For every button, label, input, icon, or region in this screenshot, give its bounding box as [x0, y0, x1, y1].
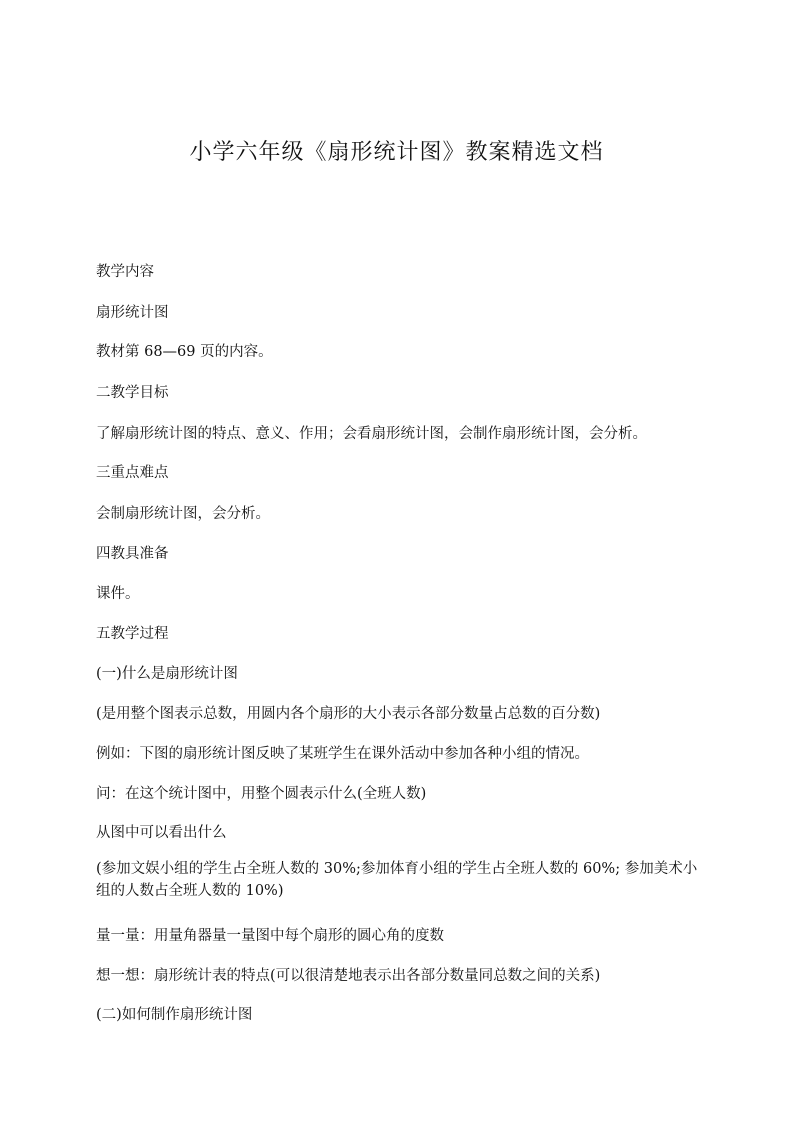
paragraph-definition: (是用整个图表示总数，用圆内各个扇形的大小表示各部分数量占总数的百分数) [96, 706, 601, 722]
paragraph-topic: 扇形统计图 [96, 305, 169, 321]
subheading-what-is-pie-chart: (一)什么是扇形统计图 [96, 666, 238, 682]
paragraph-what-can-be-seen: 从图中可以看出什么 [96, 825, 227, 841]
paragraph-think: 想一想：扇形统计表的特点(可以很清楚地表示出各部分数量同总数之间的关系) [96, 968, 601, 984]
heading-teaching-process: 五教学过程 [96, 626, 169, 642]
paragraph-measure: 量一量：用量角器量一量图中每个扇形的圆心角的度数 [96, 928, 444, 944]
heading-key-points: 三重点难点 [96, 465, 169, 481]
paragraph-answer-percentages: (参加文娱小组的学生占全班人数的 30%;参加体育小组的学生占全班人数的 60%; 参加美术小组的人数占全班人数的 10%) [96, 861, 698, 899]
page-title: 小学六年级《扇形统计图》教案精选文档 [189, 140, 604, 165]
paragraph-teaching-goals: 了解扇形统计图的特点、意义、作用；会看扇形统计图，会制作扇形统计图，会分析。 [96, 426, 647, 442]
paragraph-teaching-content: 教学内容 [96, 264, 154, 280]
paragraph-question: 问：在这个统计图中，用整个圆表示什么(全班人数) [96, 786, 427, 802]
paragraph-example: 例如：下图的扇形统计图反映了某班学生在课外活动中参加各种小组的情况。 [96, 746, 589, 762]
paragraph-teaching-aids: 课件。 [96, 586, 140, 602]
heading-teaching-goals: 二教学目标 [96, 385, 169, 401]
paragraph-textbook-pages: 教材第 68—69 页的内容。 [96, 344, 273, 360]
paragraph-key-points: 会制扇形统计图，会分析。 [96, 506, 270, 522]
heading-teaching-aids: 四教具准备 [96, 546, 169, 562]
subheading-how-to-make: (二)如何制作扇形统计图 [96, 1007, 253, 1023]
